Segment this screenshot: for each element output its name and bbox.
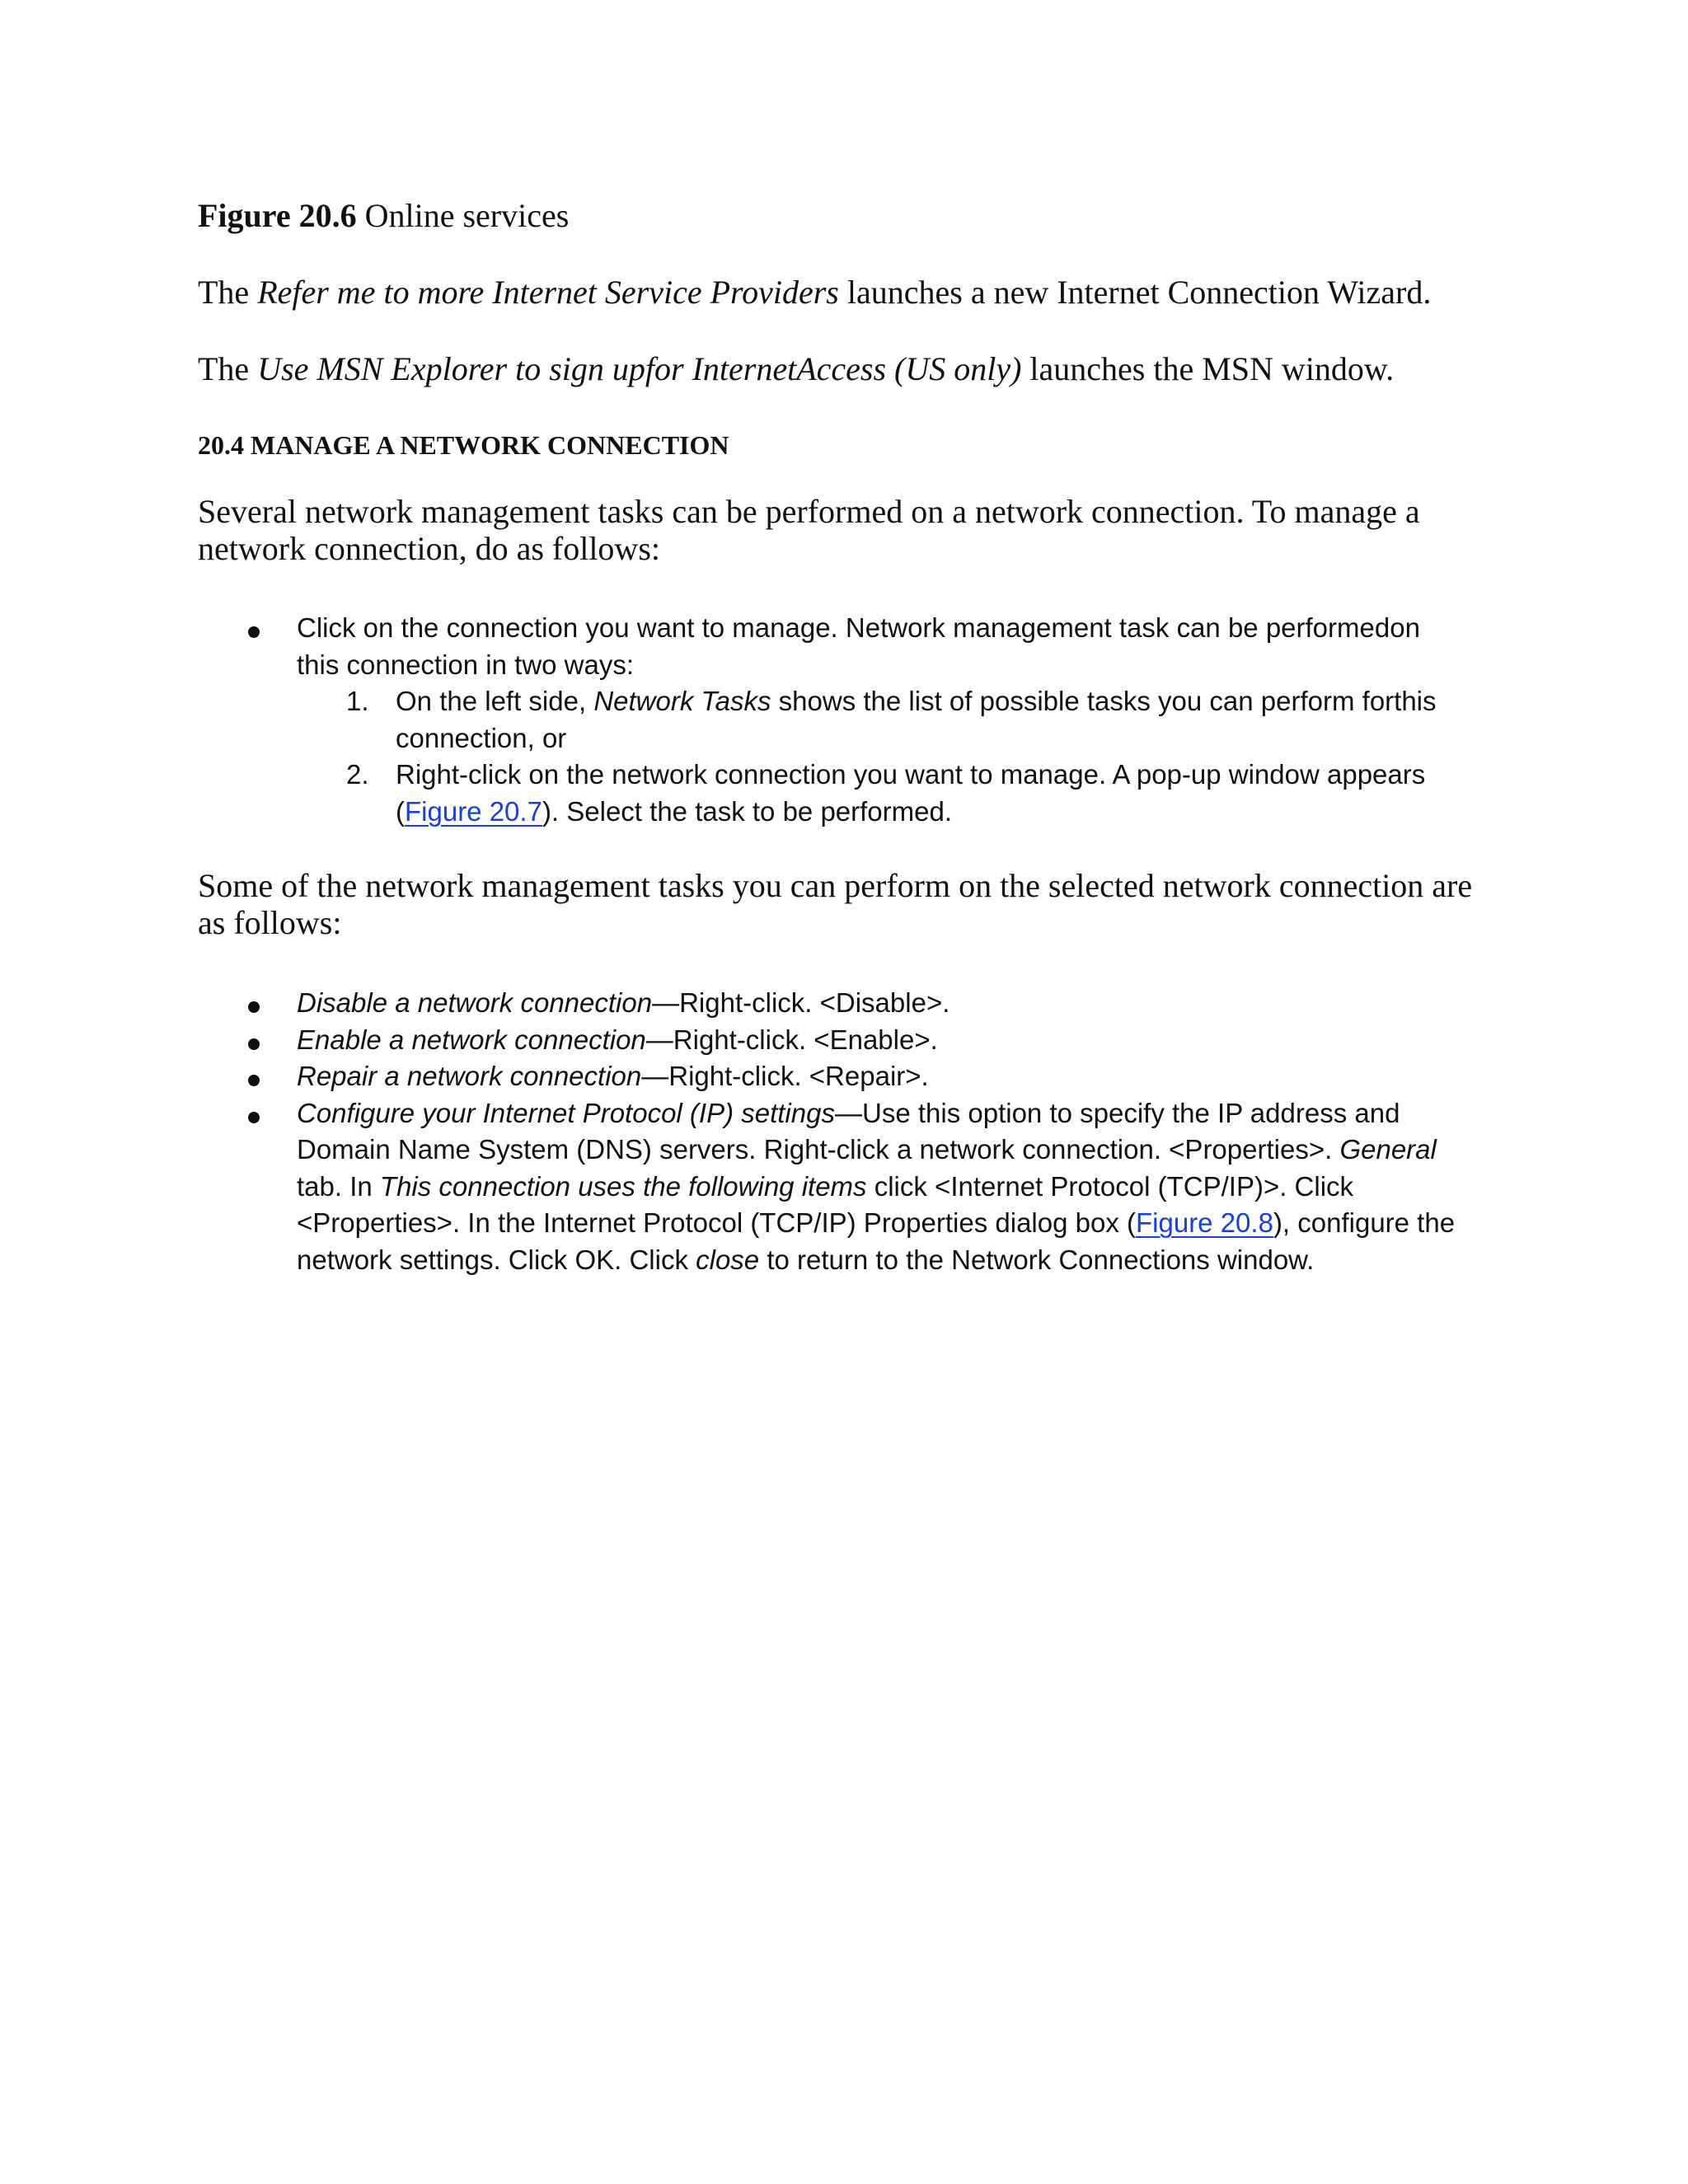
list-item-line: [297, 1242, 1314, 1279]
paragraph-msn-explorer: [198, 344, 1394, 394]
list-item-repair: [297, 1058, 929, 1095]
list-item-italic: Disable a network connection: [297, 987, 653, 1018]
list-item-italic: This connection uses the following items: [379, 1170, 867, 1202]
figure-caption: [198, 191, 569, 241]
list-item-text: <Properties>. In the Internet Protocol (TCP/IP) Properties dialog box (: [297, 1207, 1136, 1238]
bullet-icon: [248, 1038, 260, 1050]
bullet-icon: [248, 1112, 260, 1123]
list-item-text: to return to the Network Connections window.: [759, 1244, 1315, 1275]
paragraph-italic-option: Refer me to more Internet Service Providers: [257, 274, 839, 311]
paragraph-text: The: [198, 350, 258, 387]
list-item-italic: General: [1339, 1134, 1437, 1165]
list-item-text: Domain Name System (DNS) servers. Right-click a network connection. <Properties>.: [297, 1134, 1340, 1165]
list-item-text: ). Select the task to be performed.: [542, 795, 953, 827]
paragraph-italic-option: Use MSN Explorer to sign upfor InternetAccess (US only): [257, 350, 1022, 387]
figure-caption-label: Figure 20.6: [198, 197, 357, 234]
bullet-icon: [248, 626, 260, 638]
list-item-enable: [297, 1022, 938, 1059]
list-number: 1.: [346, 686, 369, 716]
list-item-text: network settings. Click OK. Click: [297, 1244, 696, 1275]
bullet-icon: [248, 1075, 260, 1086]
paragraph-text: launches a new Internet Connection Wizard.: [838, 274, 1432, 311]
list-item-line: [297, 1205, 1455, 1242]
list-item-line: [297, 1132, 1437, 1169]
paragraph-isp-referral: [198, 268, 1431, 317]
figure-20-8-link[interactable]: Figure 20.8: [1136, 1207, 1273, 1238]
tasks-paragraph: Some of the network management tasks you can perform on the selected network connection are as follows:: [198, 867, 1473, 941]
list-item-italic: Repair a network connection: [297, 1061, 642, 1091]
list-item-text: (: [396, 795, 405, 827]
list-item-text: ), configure the: [1273, 1207, 1456, 1238]
numbered-item-network-tasks: [396, 683, 1437, 720]
figure-caption-text: Online services: [356, 197, 570, 234]
list-item-text: shows the list of possible tasks you can perform forthis: [771, 686, 1437, 716]
list-item-ip-settings: [297, 1095, 1400, 1132]
list-item-text: —Right-click. <Disable>.: [652, 987, 950, 1018]
list-item-disable: [297, 985, 950, 1022]
list-item-text: Click on the connection you want to manage. Network management task can be performedon: [297, 612, 1420, 643]
list-item-text: —Right-click. <Enable>.: [645, 1024, 938, 1055]
section-heading: 20.4 MANAGE A NETWORK CONNECTION: [198, 430, 729, 460]
list-item-italic: close: [696, 1244, 760, 1275]
paragraph-text: The: [198, 274, 258, 311]
list-item-text: On the left side,: [396, 686, 594, 716]
list-item-text: Right-click on the network connection you want to manage. A pop-up window appears: [396, 759, 1426, 790]
paragraph-text: launches the MSN window.: [1021, 350, 1395, 387]
list-item-text: click <Internet Protocol (TCP/IP)>. Click: [866, 1170, 1354, 1202]
bullet-icon: [248, 1001, 260, 1013]
list-item-italic: Configure your Internet Protocol (IP) settings: [297, 1097, 835, 1128]
list-item-text: tab. In: [297, 1170, 380, 1202]
list-number: 2.: [346, 759, 369, 790]
list-item-line: [297, 1169, 1353, 1206]
intro-paragraph: Several network management tasks can be performed on a network connection. To manage a network connection, do as follows:: [198, 493, 1420, 567]
list-item-text: —Right-click. <Repair>.: [641, 1061, 929, 1091]
numbered-item-popup: [396, 794, 952, 831]
list-item-text: this connection in two ways:: [297, 649, 635, 680]
list-item-text: connection, or: [396, 722, 567, 753]
list-item-italic: Enable a network connection: [297, 1024, 646, 1055]
list-item-italic: Network Tasks: [593, 686, 771, 716]
figure-20-7-link[interactable]: Figure 20.7: [405, 795, 542, 827]
list-item-text: —Use this option to specify the IP address and: [834, 1097, 1400, 1128]
